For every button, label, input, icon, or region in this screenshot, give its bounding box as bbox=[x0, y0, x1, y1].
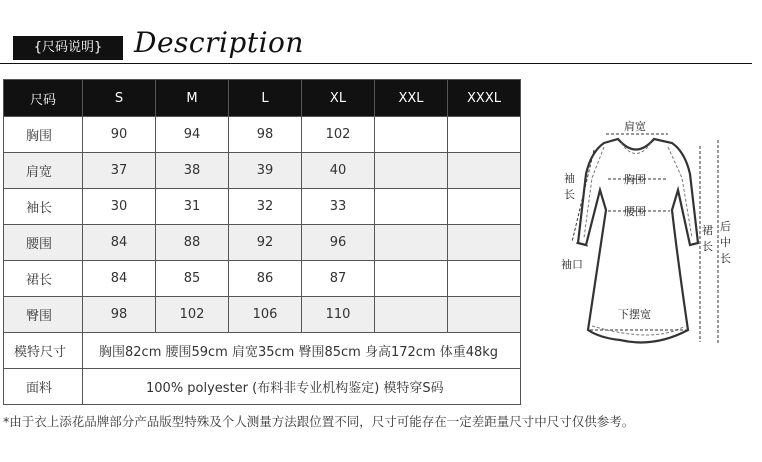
table-row bbox=[4, 261, 521, 297]
table-row bbox=[4, 333, 521, 369]
table-cell: 33 bbox=[302, 189, 375, 225]
table-cell bbox=[375, 189, 448, 225]
table-row bbox=[4, 297, 521, 333]
table-cell: 96 bbox=[302, 225, 375, 261]
header-divider bbox=[0, 63, 752, 64]
table-cell bbox=[448, 225, 521, 261]
table-cell: 85 bbox=[156, 261, 229, 297]
column-header: L bbox=[229, 80, 302, 117]
table-row bbox=[4, 189, 521, 225]
table-cell: 102 bbox=[302, 117, 375, 153]
table-header-row bbox=[4, 80, 521, 117]
table-cell: 98 bbox=[229, 117, 302, 153]
row-label: 裙长 bbox=[4, 261, 83, 297]
dress-measurement-diagram bbox=[550, 112, 750, 362]
column-header: XXXL bbox=[448, 80, 521, 117]
back-label-1: 后 bbox=[720, 220, 731, 233]
row-label: 腰围 bbox=[4, 225, 83, 261]
waist-label: 腰围 bbox=[624, 205, 646, 218]
table-cell: 94 bbox=[156, 117, 229, 153]
row-label: 臀围 bbox=[4, 297, 83, 333]
column-header: M bbox=[156, 80, 229, 117]
table-cell: 37 bbox=[83, 153, 156, 189]
table-row bbox=[4, 225, 521, 261]
table-cell: 98 bbox=[83, 297, 156, 333]
table-row bbox=[4, 369, 521, 405]
skirt-label-2: 长 bbox=[702, 240, 713, 253]
table-row bbox=[4, 153, 521, 189]
table-cell: 30 bbox=[83, 189, 156, 225]
table-cell: 102 bbox=[156, 297, 229, 333]
table-row bbox=[4, 117, 521, 153]
row-label: 肩宽 bbox=[4, 153, 83, 189]
table-cell: 38 bbox=[156, 153, 229, 189]
cuff-label: 袖口 bbox=[561, 258, 583, 271]
back-label-3: 长 bbox=[720, 252, 731, 265]
chest-label: 胸围 bbox=[624, 173, 646, 186]
column-header: XXL bbox=[375, 80, 448, 117]
shoulder-width-label: 肩宽 bbox=[624, 120, 646, 133]
size-info-badge: {尺码说明} bbox=[13, 36, 123, 60]
sleeve-label-2: 长 bbox=[564, 188, 575, 201]
row-label: 胸围 bbox=[4, 117, 83, 153]
table-cell bbox=[448, 153, 521, 189]
table-cell: 92 bbox=[229, 225, 302, 261]
size-disclaimer: *由于衣上添花品牌部分产品版型特殊及个人测量方法跟位置不同，尺寸可能存在一定差距量尺寸中尺寸仅供参考。 bbox=[3, 414, 635, 429]
size-table bbox=[3, 79, 521, 405]
fabric-label: 面料 bbox=[4, 369, 83, 405]
model-size-label: 模特尺寸 bbox=[4, 333, 83, 369]
sleeve-label-1: 袖 bbox=[564, 172, 575, 185]
table-cell: 86 bbox=[229, 261, 302, 297]
fabric-value: 100% polyester (布料非专业机构鉴定) 模特穿S码 bbox=[83, 369, 521, 405]
table-cell bbox=[448, 297, 521, 333]
back-label-2: 中 bbox=[720, 236, 731, 249]
table-cell: 87 bbox=[302, 261, 375, 297]
row-label: 袖长 bbox=[4, 189, 83, 225]
table-cell bbox=[375, 117, 448, 153]
table-cell bbox=[448, 261, 521, 297]
table-cell bbox=[448, 117, 521, 153]
skirt-label-1: 裙 bbox=[702, 224, 713, 237]
column-header: XL bbox=[302, 80, 375, 117]
description-title: Description bbox=[134, 26, 304, 59]
table-cell: 84 bbox=[83, 225, 156, 261]
table-cell bbox=[375, 297, 448, 333]
table-cell: 40 bbox=[302, 153, 375, 189]
table-cell bbox=[448, 189, 521, 225]
table-cell: 39 bbox=[229, 153, 302, 189]
table-cell: 90 bbox=[83, 117, 156, 153]
column-header: S bbox=[83, 80, 156, 117]
hem-width-label: 下摆宽 bbox=[618, 308, 651, 321]
table-cell bbox=[375, 225, 448, 261]
table-cell: 88 bbox=[156, 225, 229, 261]
table-cell: 106 bbox=[229, 297, 302, 333]
table-cell bbox=[375, 261, 448, 297]
table-cell: 31 bbox=[156, 189, 229, 225]
table-cell bbox=[375, 153, 448, 189]
table-cell: 32 bbox=[229, 189, 302, 225]
table-cell: 110 bbox=[302, 297, 375, 333]
table-cell: 84 bbox=[83, 261, 156, 297]
column-header: 尺码 bbox=[4, 80, 83, 117]
model-size-value: 胸围82cm 腰围59cm 肩宽35cm 臀围85cm 身高172cm 体重48kg bbox=[83, 333, 521, 369]
